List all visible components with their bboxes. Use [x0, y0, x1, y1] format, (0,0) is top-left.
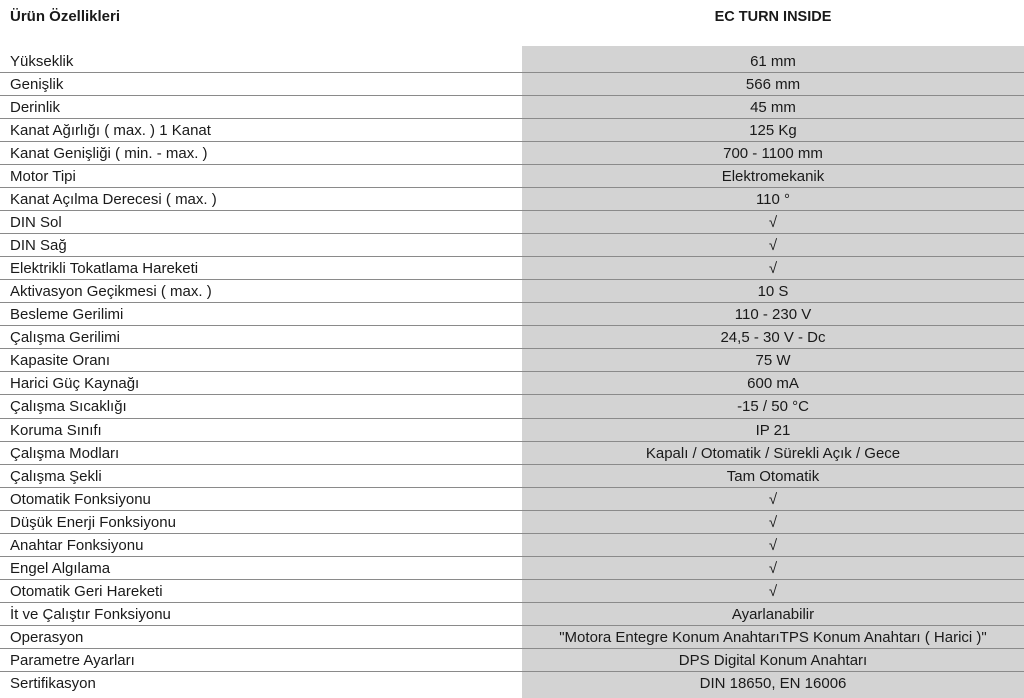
- row-value: "Motora Entegre Konum AnahtarıTPS Konum Anahtarı ( Harici )": [559, 628, 987, 646]
- row-value: 10 S: [757, 283, 789, 301]
- row-value: √: [768, 490, 778, 508]
- row-label: Çalışma Gerilimi: [10, 329, 121, 347]
- row-label: İt ve Çalıştır Fonksiyonu: [10, 605, 171, 623]
- row-label: Kanat Ağırlığı ( max. ) 1 Kanat: [10, 122, 211, 140]
- table-row: [0, 557, 1024, 580]
- row-label: Genişlik: [10, 76, 64, 94]
- row-label: Düşük Enerji Fonksiyonu: [10, 513, 176, 531]
- row-value: √: [768, 536, 778, 554]
- row-label: Otomatik Geri Hareketi: [10, 582, 163, 600]
- row-value: Tam Otomatik: [726, 467, 820, 485]
- table-row: [0, 580, 1024, 603]
- row-value: -15 / 50 °C: [737, 398, 809, 416]
- row-value: √: [768, 237, 778, 255]
- table-row: [0, 257, 1024, 280]
- row-label: Parametre Ayarları: [10, 651, 135, 669]
- table-row: [0, 465, 1024, 488]
- row-label: Çalışma Şekli: [10, 467, 102, 485]
- row-value: √: [768, 214, 778, 232]
- table-row: [0, 442, 1024, 465]
- row-label: Harici Güç Kaynağı: [10, 375, 140, 393]
- row-value: 566 mm: [745, 76, 801, 94]
- row-value: Kapalı / Otomatik / Sürekli Açık / Gece: [645, 444, 901, 462]
- row-label: Kanat Genişliği ( min. - max. ): [10, 145, 208, 163]
- row-value: √: [768, 260, 778, 278]
- row-value: √: [768, 513, 778, 531]
- table-row: [0, 326, 1024, 349]
- row-label: Yükseklik: [10, 53, 74, 70]
- row-label: Çalışma Modları: [10, 444, 120, 462]
- row-value: 75 W: [755, 352, 791, 370]
- row-value: 700 - 1100 mm: [723, 145, 823, 163]
- table-row: [0, 119, 1024, 142]
- row-value: 45 mm: [750, 99, 796, 117]
- row-label: Aktivasyon Geçikmesi ( max. ): [10, 283, 212, 301]
- row-value: 600 mA: [747, 375, 799, 393]
- row-label: Besleme Gerilimi: [10, 306, 124, 324]
- product-name: EC TURN INSIDE: [714, 9, 832, 25]
- row-label: Çalışma Sıcaklığı: [10, 398, 127, 416]
- row-label: Derinlik: [10, 99, 61, 117]
- row-value: 110 - 230 V: [734, 306, 812, 324]
- row-label: Kapasite Oranı: [10, 352, 111, 370]
- row-value: √: [768, 559, 778, 577]
- row-value: DIN 18650, EN 16006: [699, 674, 847, 692]
- table-row: [0, 234, 1024, 257]
- row-label: Kanat Açılma Derecesi ( max. ): [10, 191, 217, 209]
- row-value: DPS Digital Konum Anahtarı: [678, 651, 868, 669]
- table-row: [0, 280, 1024, 303]
- row-label: DIN Sağ: [10, 237, 67, 255]
- row-value: Ayarlanabilir: [731, 605, 815, 623]
- table-row: [0, 626, 1024, 649]
- table-row: [0, 372, 1024, 395]
- table-row: [0, 188, 1024, 211]
- table-row: [0, 649, 1024, 672]
- row-label: Motor Tipi: [10, 168, 76, 186]
- table-row: [0, 142, 1024, 165]
- row-label: Sertifikasyon: [10, 674, 96, 692]
- row-label: Anahtar Fonksiyonu: [10, 536, 144, 554]
- row-label: Elektrikli Tokatlama Hareketi: [10, 260, 199, 278]
- table-row: [0, 488, 1024, 511]
- table-row: [0, 211, 1024, 234]
- row-label: Operasyon: [10, 628, 84, 646]
- table-row: [0, 303, 1024, 326]
- spec-table: [0, 50, 1024, 695]
- row-label: Koruma Sınıfı: [10, 421, 102, 439]
- table-row: [0, 96, 1024, 119]
- row-value: 110 °: [755, 191, 791, 209]
- table-row: [0, 50, 1024, 73]
- row-label: DIN Sol: [10, 214, 62, 232]
- table-row: [0, 603, 1024, 626]
- row-value: 61 mm: [750, 53, 796, 70]
- table-row: [0, 534, 1024, 557]
- row-label: Engel Algılama: [10, 559, 111, 577]
- table-row: [0, 511, 1024, 534]
- row-value: IP 21: [755, 421, 791, 439]
- table-row: [0, 672, 1024, 695]
- row-label: Otomatik Fonksiyonu: [10, 490, 151, 508]
- table-row: [0, 419, 1024, 442]
- page-title: Ürün Özellikleri: [10, 8, 121, 25]
- table-row: [0, 73, 1024, 96]
- row-value: √: [768, 582, 778, 600]
- table-row: [0, 395, 1024, 418]
- row-value: 125 Kg: [749, 122, 797, 140]
- table-row: [0, 349, 1024, 372]
- row-value: Elektromekanik: [721, 168, 825, 186]
- row-value: 24,5 - 30 V - Dc: [720, 329, 826, 347]
- table-row: [0, 165, 1024, 188]
